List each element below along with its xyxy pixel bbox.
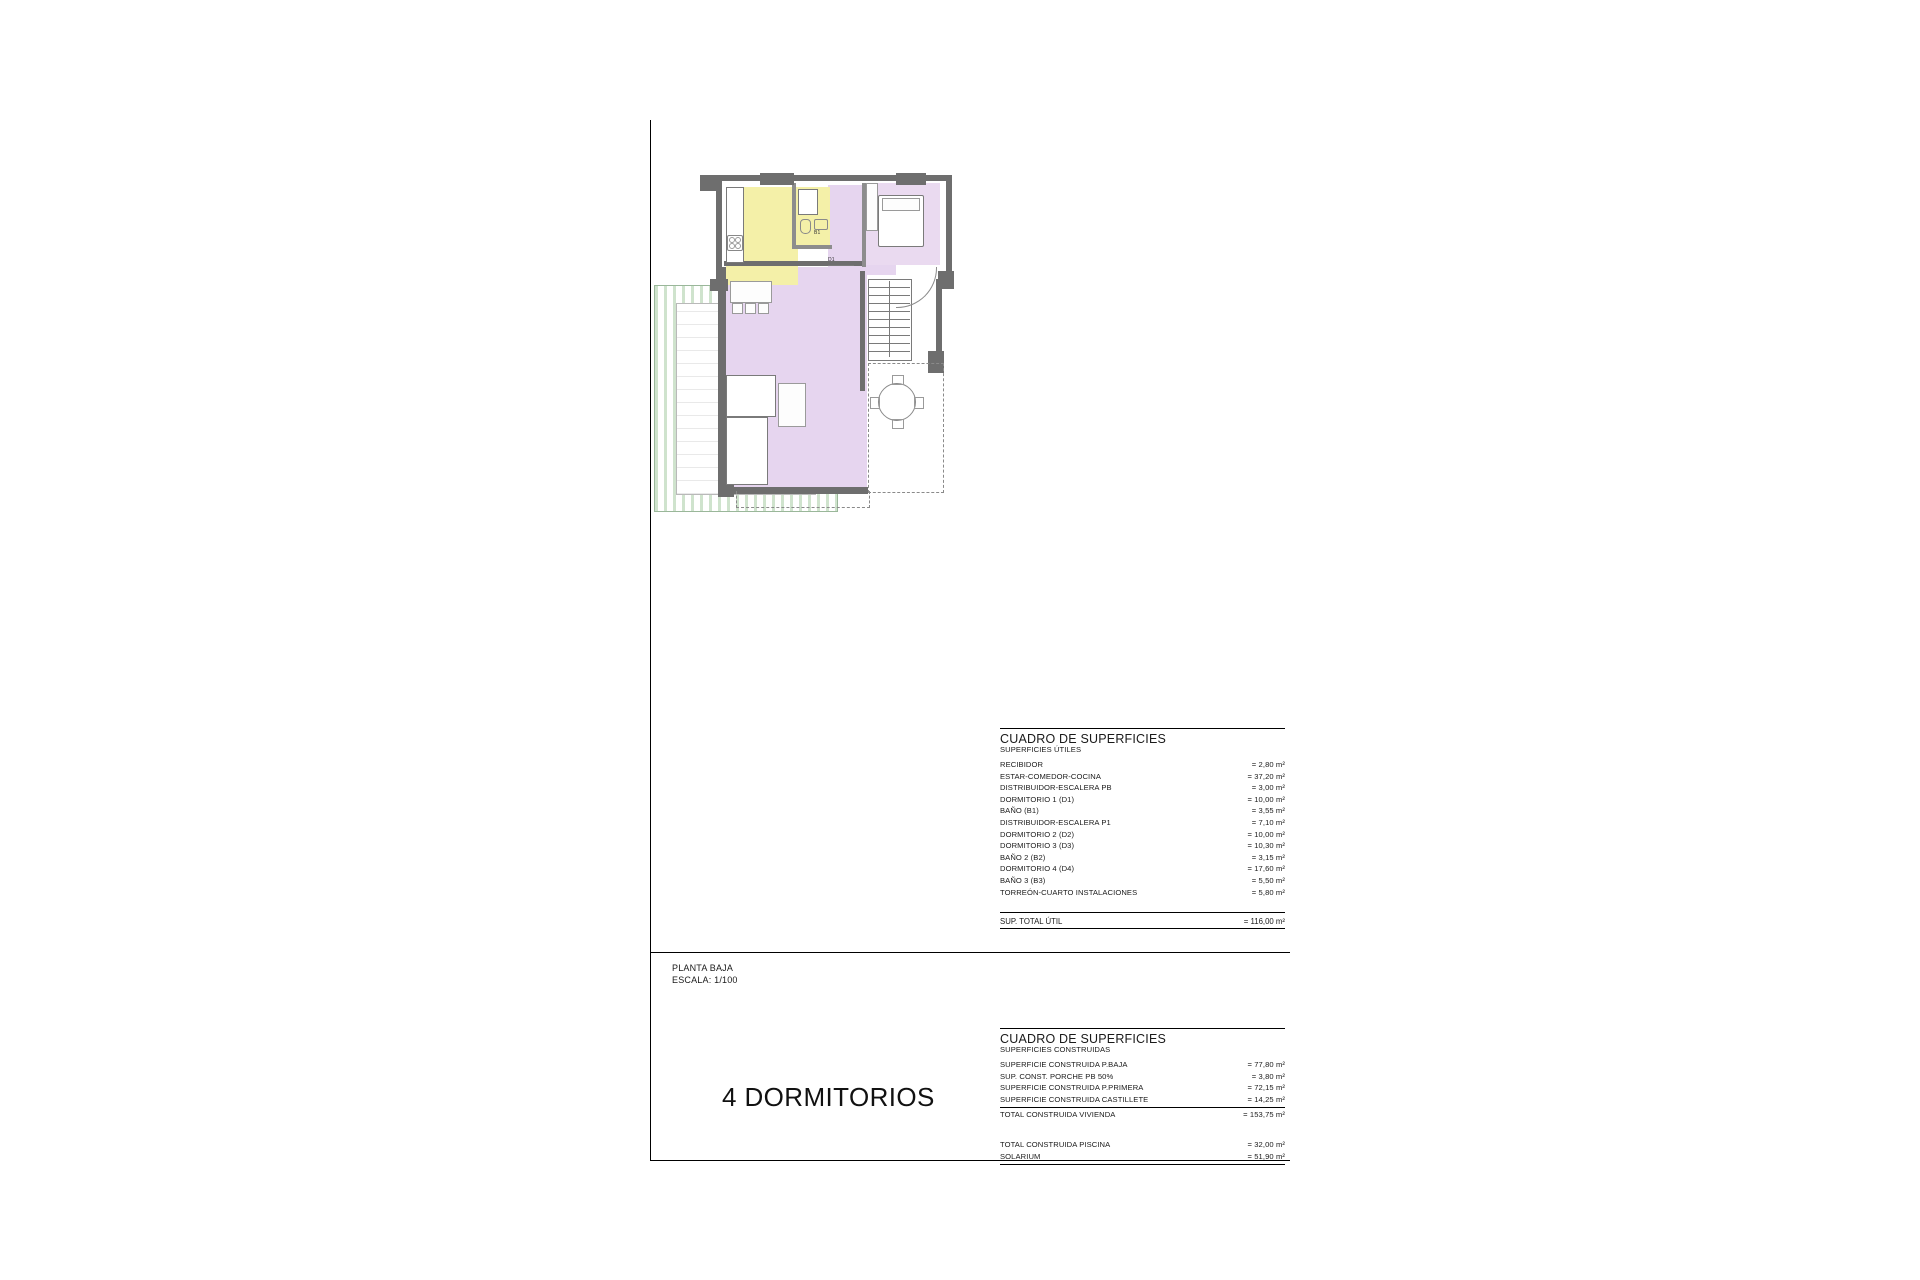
row-label: DORMITORIO 4 (D4) <box>1000 864 1075 874</box>
table-row <box>1000 840 1285 852</box>
row-value: = 10,00 m² <box>1247 829 1285 839</box>
table-row <box>1000 759 1285 771</box>
table-row <box>1000 805 1285 817</box>
useful-table-subtitle: SUPERFICIES ÚTILES <box>1000 745 1082 754</box>
row-label: ESTAR-COMEDOR-COCINA <box>1000 771 1101 781</box>
row-value: = 17,60 m² <box>1247 864 1285 874</box>
total-label: TOTAL CONSTRUIDA VIVIENDA <box>1000 1110 1116 1120</box>
table-row <box>1000 863 1285 875</box>
wall-pillar-left <box>710 279 728 291</box>
row-value: = 3,80 m² <box>1251 1071 1285 1081</box>
row-value: = 77,80 m² <box>1247 1060 1285 1069</box>
total-label: SUP. TOTAL ÚTIL <box>1000 917 1063 927</box>
row-label: DORMITORIO 1 (D1) <box>1000 794 1075 804</box>
hob-burner-4 <box>735 243 741 249</box>
useful-surfaces-table <box>1000 728 1285 929</box>
row-label: BAÑO (B1) <box>1000 806 1039 816</box>
wall-corner-block-b <box>760 173 794 185</box>
row-label: DISTRIBUIDOR-ESCALERA PB <box>1000 783 1112 793</box>
row-value: = 10,30 m² <box>1247 841 1285 851</box>
frame-line-middle <box>650 952 1290 953</box>
row-label: BAÑO 3 (B3) <box>1000 875 1046 885</box>
table-row <box>1000 1139 1285 1151</box>
row-value: = 5,50 m² <box>1251 875 1285 885</box>
total-value: = 153,75 m² <box>1243 1110 1285 1120</box>
shower-tray <box>798 189 818 215</box>
table-row <box>1000 1151 1285 1165</box>
stool-1 <box>732 303 743 314</box>
wc-icon <box>800 219 811 234</box>
table-row <box>1000 1082 1285 1094</box>
table-row <box>1000 817 1285 829</box>
door-d1-leaf <box>828 265 854 266</box>
bed-d1-pillow <box>882 198 920 211</box>
plan-caption-line2: ESCALA: 1/100 <box>672 975 738 985</box>
row-label: SUP. CONST. PORCHE PB 50% <box>1000 1071 1114 1081</box>
table-row <box>1000 829 1285 841</box>
coffee-table <box>778 383 806 427</box>
plan-caption-line1: PLANTA BAJA <box>672 963 734 973</box>
wall-interior-vertical <box>860 271 865 391</box>
built-surfaces-table <box>1000 1028 1285 1165</box>
built-table-title: CUADRO DE SUPERFICIES <box>1000 1032 1167 1046</box>
door-d1-label: D1 <box>828 257 835 263</box>
built-table-subtitle: SUPERFICIES CONSTRUIDAS <box>1000 1045 1111 1054</box>
fixture-b1-label: B1 <box>814 230 821 236</box>
sink-icon <box>814 219 828 230</box>
row-value: = 3,55 m² <box>1251 806 1285 816</box>
wall-kitchen-divider <box>792 183 796 249</box>
row-label: SUPERFICIE CONSTRUIDA CASTILLETE <box>1000 1094 1149 1104</box>
stair-arrow <box>889 281 890 357</box>
row-label: TORREÓN-CUARTO INSTALACIONES <box>1000 887 1138 897</box>
useful-total-row <box>1000 913 1285 928</box>
row-label: DORMITORIO 2 (D2) <box>1000 829 1075 839</box>
wall-corner-block-d <box>938 271 954 289</box>
table-spacer <box>1000 1121 1285 1139</box>
sofa-chaise <box>726 417 768 485</box>
row-label: SUPERFICIE CONSTRUIDA P.BAJA <box>1000 1060 1128 1069</box>
total-value: = 116,00 m² <box>1243 917 1285 927</box>
row-value: = 7,10 m² <box>1251 817 1285 827</box>
row-value: = 10,00 m² <box>1247 794 1285 804</box>
porch-outline <box>736 491 870 508</box>
stool-2 <box>745 303 756 314</box>
table-row <box>1000 782 1285 794</box>
wardrobe-d1 <box>866 183 878 231</box>
wall-bath-divider <box>796 245 832 249</box>
row-label: DISTRIBUIDOR-ESCALERA P1 <box>1000 817 1111 827</box>
wall-corner-block-a <box>700 175 722 191</box>
stool-3 <box>758 303 769 314</box>
table-row <box>1000 1059 1285 1071</box>
stair-curve <box>896 267 937 308</box>
frame-line-left <box>650 120 651 1160</box>
plan-caption <box>672 962 738 986</box>
row-label: RECIBIDOR <box>1000 760 1044 769</box>
floor-plan-drawing <box>700 175 1200 635</box>
row-label: DORMITORIO 3 (D3) <box>1000 841 1075 851</box>
row-label: TOTAL CONSTRUIDA PISCINA <box>1000 1139 1111 1149</box>
row-value: = 2,80 m² <box>1251 760 1285 769</box>
table-row <box>1000 771 1285 783</box>
outdoor-table <box>878 383 916 421</box>
terrace-outline <box>868 363 944 493</box>
outdoor-chair-1 <box>892 375 904 385</box>
outdoor-chair-3 <box>870 397 880 409</box>
wall-left-lower <box>718 267 726 493</box>
outdoor-chair-2 <box>892 419 904 429</box>
row-value: = 14,25 m² <box>1247 1094 1285 1104</box>
wall-right-upper <box>946 175 952 283</box>
row-value: = 51,90 m² <box>1247 1151 1285 1161</box>
page-title: 4 DORMITORIOS <box>722 1082 935 1112</box>
table-row <box>1000 887 1285 899</box>
row-value: = 37,20 m² <box>1247 771 1285 781</box>
built-total-row <box>1000 1108 1285 1121</box>
row-value: = 5,80 m² <box>1251 887 1285 897</box>
kitchen-counter <box>726 187 744 263</box>
sofa-main <box>726 375 776 417</box>
row-value: = 32,00 m² <box>1247 1139 1285 1149</box>
row-value: = 72,15 m² <box>1247 1083 1285 1093</box>
row-value: = 3,00 m² <box>1251 783 1285 793</box>
row-label: SUPERFICIE CONSTRUIDA P.PRIMERA <box>1000 1083 1144 1093</box>
outdoor-chair-4 <box>914 397 924 409</box>
table-row <box>1000 875 1285 887</box>
table-row <box>1000 1071 1285 1083</box>
table-row <box>1000 1094 1285 1106</box>
table-row <box>1000 794 1285 806</box>
wall-corner-block-c <box>896 173 926 185</box>
row-label: SOLARIUM <box>1000 1151 1041 1161</box>
table-row <box>1000 852 1285 864</box>
row-label: BAÑO 2 (B2) <box>1000 852 1046 862</box>
row-value: = 3,15 m² <box>1251 852 1285 862</box>
dining-table <box>730 281 772 303</box>
useful-table-title: CUADRO DE SUPERFICIES <box>1000 732 1167 746</box>
table-spacer <box>1000 898 1285 907</box>
